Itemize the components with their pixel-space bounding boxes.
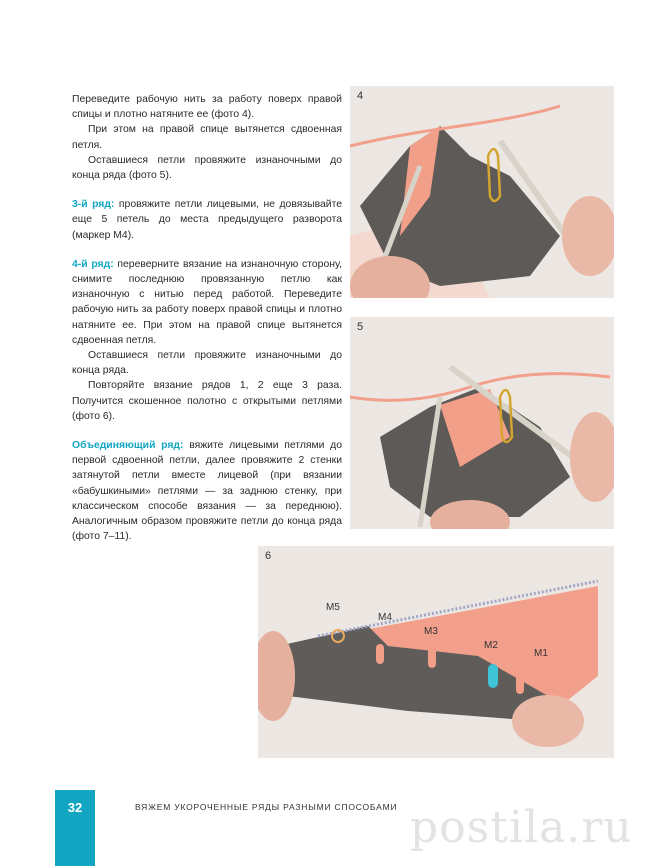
row4-label: 4-й ряд: (72, 258, 114, 270)
paragraph-2: При этом на правой спице вытянется сдвоенная петля. (72, 124, 342, 151)
paragraph-5: Оставшиеся петли провяжите изнаночными до конца ряда. (72, 350, 342, 377)
photo-4 (350, 86, 614, 298)
row3-text: провяжите петли лицевыми, не довязывайте еще 5 петель до места предыдущего разворота (маркер М4). (72, 199, 342, 241)
marker-label-m5: M5 (326, 602, 340, 613)
paragraph-6: Повторяйте вязание рядов 1, 2 еще 3 раза. Получится скошенное полотно с открытыми петлями (фото 6). (72, 380, 342, 422)
marker-label-m3: M3 (424, 626, 438, 637)
page-number: 32 (55, 790, 95, 866)
row3-paragraph (72, 197, 342, 243)
join-row-paragraph (72, 438, 342, 544)
watermark: postila.ru (410, 802, 633, 853)
photo-5-illustration (350, 317, 614, 529)
photo-4-number: 4 (357, 90, 364, 102)
marker-label-m1: M1 (534, 648, 548, 659)
photo-4-illustration (350, 86, 614, 298)
photo-5 (350, 317, 614, 529)
join-row-label: Объединяющий ряд: (72, 440, 184, 452)
join-row-text: вяжите лицевыми петлями до первой сдвоенной петли, далее провяжите 2 стенки затянутой петли вместе лицевой (при вязании «бабушкиными» петлями — за заднюю стенку, при классическом способе вязания — за переднюю). Аналогичным образом провяжите петли до конца ряда (фото 7–11). (72, 440, 343, 543)
photo-6-number: 6 (265, 550, 272, 562)
body-text (72, 92, 342, 544)
paragraph-1: Переведите рабочую нить за работу поверх правой спицы и плотно натяните ее (фото 4). (72, 94, 342, 121)
marker-label-m2: M2 (484, 640, 498, 651)
photo-5-number: 5 (357, 321, 364, 333)
section-title: ВЯЖЕМ УКОРОЧЕННЫЕ РЯДЫ РАЗНЫМИ СПОСОБАМИ (135, 802, 398, 812)
row3-label: 3-й ряд: (72, 199, 115, 211)
row4-paragraph (72, 257, 342, 348)
photo-6 (258, 546, 614, 758)
photo-6-illustration (258, 546, 614, 758)
paragraph-3: Оставшиеся петли провяжите изнаночными до конца ряда (фото 5). (72, 154, 342, 182)
marker-label-m4: M4 (378, 612, 392, 623)
row4-text: переверните вязание на изнаночную сторону, снимите последнюю провязанную петлю как изнаночную с нитью перед работой. Переведите рабочую нить за работу поверх правой спицы и плотно натяните ее. При этом на правой спице вытянется сдвоенная петля. (72, 258, 342, 346)
